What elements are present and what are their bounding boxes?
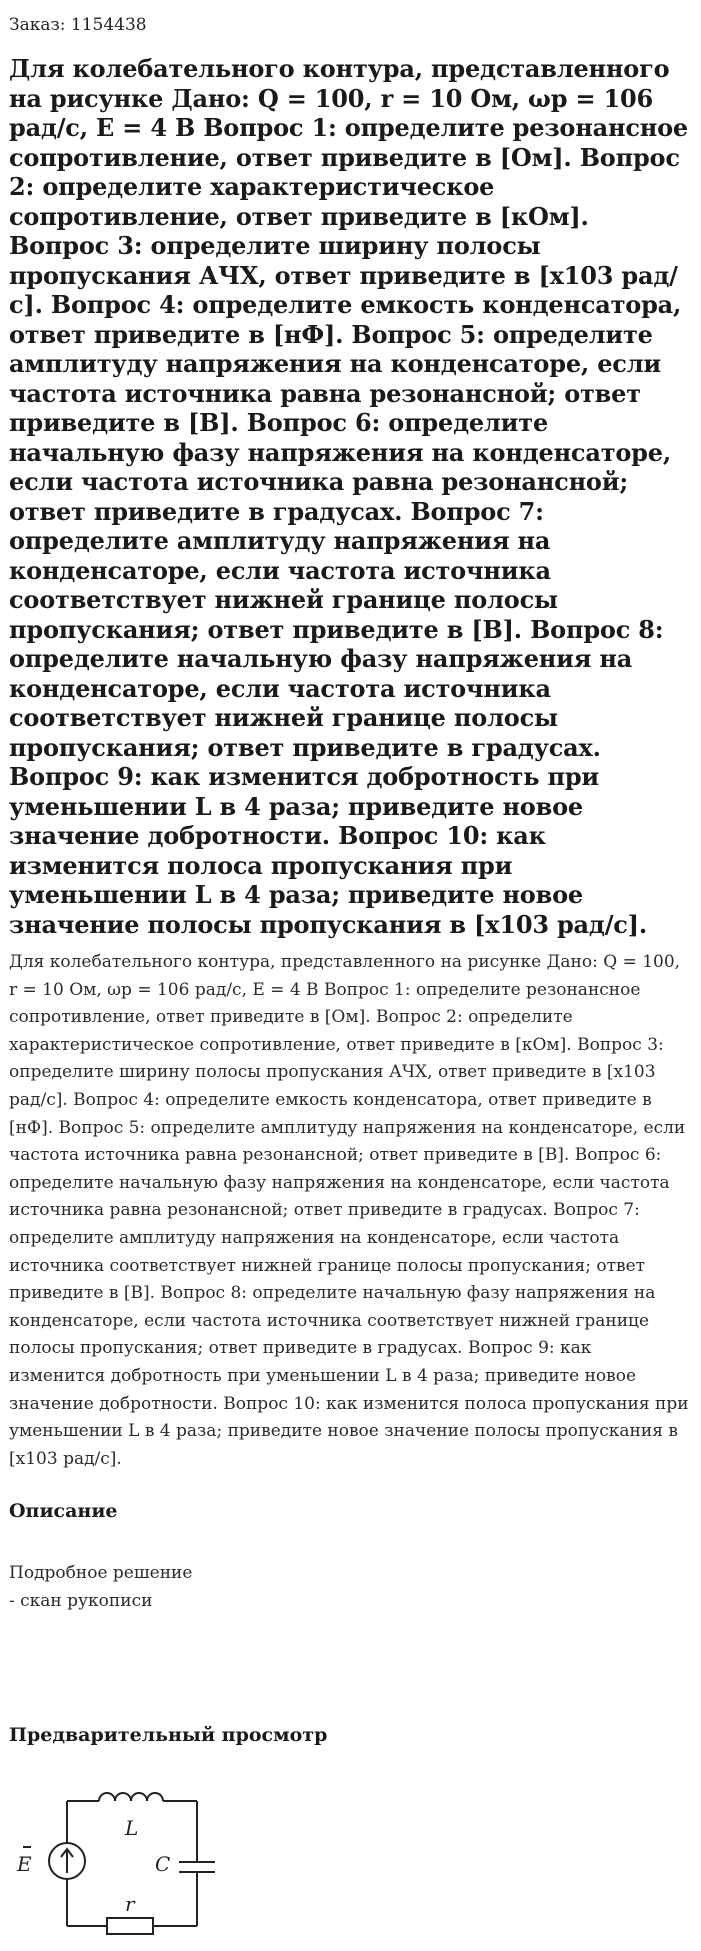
label-E: E xyxy=(17,1852,32,1877)
resistor-box xyxy=(107,1918,153,1934)
label-C: C xyxy=(155,1852,171,1877)
label-L: L xyxy=(125,1816,139,1841)
description-line-2: - скан рукописи xyxy=(9,1591,153,1612)
preview-heading: Предварительный просмотр xyxy=(9,1724,328,1747)
description-text xyxy=(9,1559,691,1615)
description-heading: Описание xyxy=(9,1500,118,1523)
task-title: Для колебательного контура, представленного на рисунке Дано: Q = 100, r = 10 Ом, ωр = 106 рад/с, E = 4 В Вопрос 1: определите резонансное сопротивление, ответ приведите в [Ом]. Вопрос 2: определите характеристическое сопротивление, ответ приведите в [кОм]. Вопрос 3: определите ширину полосы пропускания АЧХ, ответ приведите в [х103 рад/с]. Вопрос 4: определите емкость конденсатора, ответ приведите в [нФ]. Вопрос 5: определите амплитуду напряжения на конденсаторе, если частота источника равна резонансной; ответ приведите в [В]. Вопрос 6: определите начальную фазу напряжения на конденсаторе, если частота источника равна резонансной; ответ приведите в градусах. Вопрос 7: определите амплитуду напряжения на конденсаторе, если частота источника соответствует нижней границе полосы пропускания; ответ приведите в [В]. Вопрос 8: определите начальную фазу напряжения на конденсаторе, если частота источника соответствует нижней границе полосы пропускания; ответ приведите в градусах. Вопрос 9: как изменится добротность при уменьшении L в 4 раза; приведите новое значение добротности. Вопрос 10: как изменится полоса пропускания при уменьшении L в 4 раза; приведите новое значение полосы пропускания в [х103 рад/с]. xyxy=(9,54,688,939)
description-line-1: Подробное решение xyxy=(9,1563,193,1584)
label-r: r xyxy=(125,1892,135,1917)
inductor-coil xyxy=(99,1793,163,1801)
order-number: Заказ: 1154438 xyxy=(9,15,147,35)
circuit-diagram xyxy=(9,1761,229,1951)
task-body: Для колебательного контура, представленного на рисунке Дано: Q = 100, r = 10 Ом, ωр = 106 рад/с, E = 4 В Вопрос 1: определите резонансное сопротивление, ответ приведите в [Ом]. Вопрос 2: определите характеристическое сопротивление, ответ приведите в [кОм]. Вопрос 3: определите ширину полосы пропускания АЧХ, ответ приведите в [х103 рад/с]. Вопрос 4: определите емкость конденсатора, ответ приведите в [нФ]. Вопрос 5: определите амплитуду напряжения на конденсаторе, если частота источника равна резонансной; ответ приведите в [В]. Вопрос 6: определите начальную фазу напряжения на конденсаторе, если частота источника равна резонансной; ответ приведите в градусах. Вопрос 7: определите амплитуду напряжения на конденсаторе, если частота источника соответствует нижней границе полосы пропускания; ответ приведите в [В]. Вопрос 8: определите начальную фазу напряжения на конденсаторе, если частота источника соответствует нижней границе полосы пропускания; ответ приведите в градусах. Вопрос 9: как изменится добротность при уменьшении L в 4 раза; приведите новое значение добротности. Вопрос 10: как изменится полоса пропускания при уменьшении L в 4 раза; приведите новое значение полосы пропускания в [х103 рад/с]. xyxy=(9,952,689,1469)
